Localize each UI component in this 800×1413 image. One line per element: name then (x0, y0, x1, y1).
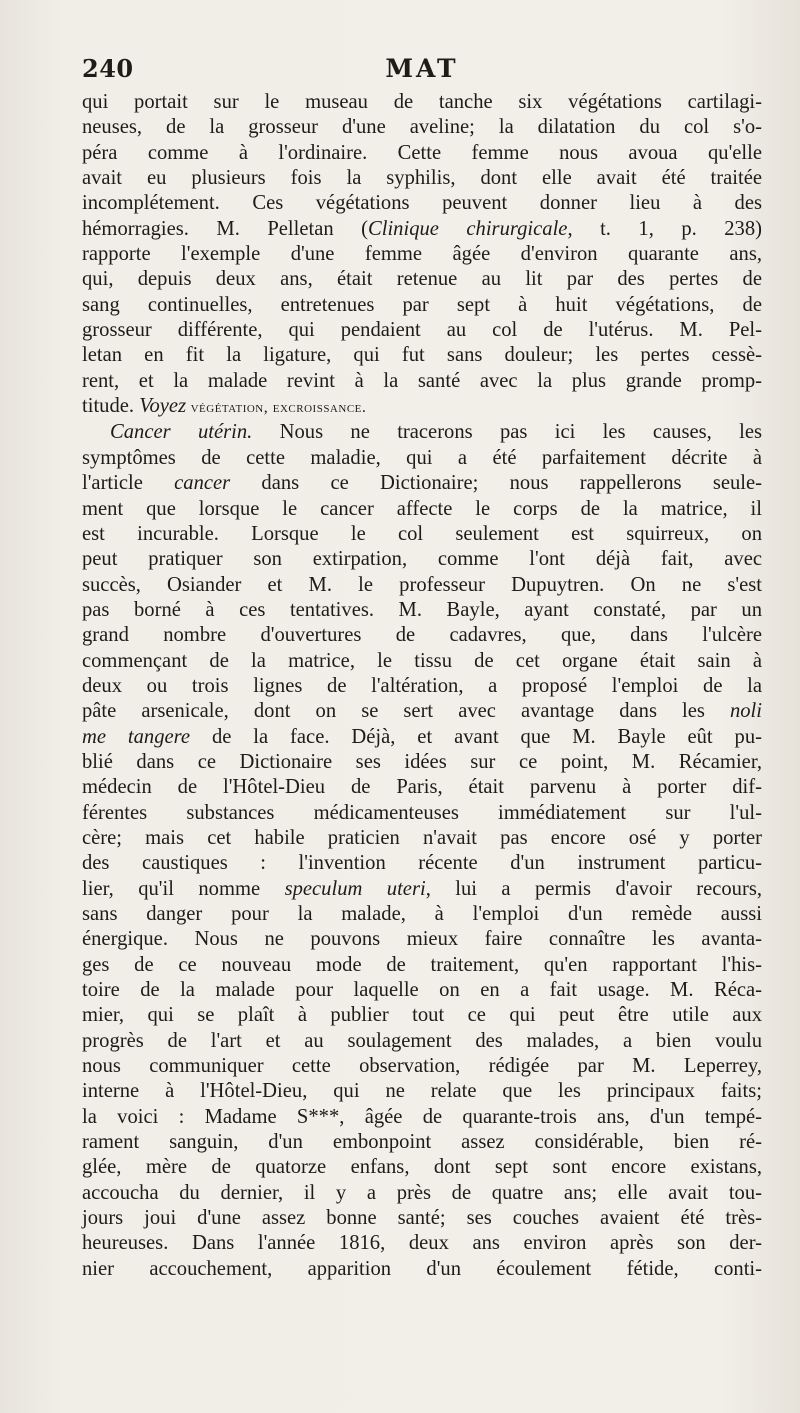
text-line: médecin de l'Hôtel-Dieu de Paris, était parvenu à porter dif- (82, 776, 762, 799)
text-line (82, 217, 762, 242)
text-line: est incurable. Lorsque le col seulement est squirreux, on (82, 522, 762, 545)
text-line (82, 471, 762, 496)
text-segment: l'article (82, 472, 175, 495)
page-number: 240 (82, 54, 134, 83)
text-line: incomplétement. Ces végétations peuvent donner lieu à des (82, 192, 762, 215)
text-line: neuses, de la grosseur d'une aveline; la dilatation du col s'o- (82, 116, 762, 139)
text-line: pas borné à ces tentatives. M. Bayle, ayant constaté, par un (82, 598, 762, 621)
latin-term: noli (729, 700, 762, 723)
text-line: mier, qui se plaît à publier tout ce qui peut être utile aux (82, 1004, 762, 1027)
text-line: rament sanguin, d'un embonpoint assez considérable, bien ré- (82, 1131, 762, 1154)
text-segment: Nous ne tracerons pas ici les causes, les (252, 421, 762, 444)
text-line: ges de ce nouveau mode de traitement, qu'en rapportant l'his- (82, 953, 762, 976)
text-segment: lier, qu'il nomme (82, 877, 285, 900)
text-line: rent, et la malade revint à la santé avec la plus grande promp- (82, 369, 762, 392)
text-segment: de la face. Déjà, et avant que M. Bayle eût pu- (190, 725, 762, 748)
text-line: accoucha du dernier, il y a près de quatre ans; elle avait tou- (82, 1181, 762, 1204)
text-line: heureuses. Dans l'année 1816, deux ans environ après son der- (82, 1232, 762, 1255)
text-line: qui, depuis deux ans, était retenue au lit par des pertes de (82, 268, 762, 291)
text-line: ment que lorsque le cancer affecte le corps de la matrice, il (82, 497, 762, 520)
text-segment: pâte arsenicale, dont on se sert avec avantage dans les (82, 700, 730, 723)
text-line: sang continuelles, entretenues par sept à huit végétations, de (82, 293, 762, 316)
citation-title: Clinique chirurgicale (368, 217, 568, 240)
text-line: letan en fit la ligature, qui fut sans douleur; les pertes cessè- (82, 344, 762, 367)
text-line: péra comme à l'ordinaire. Cette femme nous avoua qu'elle (82, 141, 762, 164)
text-line (82, 394, 762, 420)
text-line: blié dans ce Dictionaire ses idées sur ce point, M. Récamier, (82, 750, 762, 773)
text-line: nous communiquer cette observation, rédigée par M. Leperrey, (82, 1055, 762, 1078)
text-line: rapporte l'exemple d'une femme âgée d'environ quarante ans, (82, 243, 762, 266)
text-segment: , lui a permis d'avoir recours, (425, 877, 762, 900)
instrument-name: speculum uteri (284, 877, 426, 900)
text-line: la voici : Madame S***, âgée de quarante-trois ans, d'un tempé- (82, 1105, 762, 1128)
cross-reference-label: Voyez (139, 395, 187, 418)
text-line: grand nombre d'ouvertures de cadavres, que, dans l'ulcère (82, 624, 762, 647)
text-line: peut pratiquer son extirpation, comme l'ont déjà fait, avec (82, 548, 762, 571)
text-line: nier accouchement, apparition d'un écoulement fétide, conti- (82, 1257, 762, 1280)
text-line (82, 877, 762, 902)
article-reference: cancer (174, 472, 231, 495)
text-line: qui portait sur le museau de tanche six végétations cartilagi- (82, 91, 762, 113)
running-head (82, 54, 762, 88)
text-line: symptômes de cette maladie, qui a été parfaitement décrite à (82, 446, 762, 469)
text-line: cère; mais cet habile praticien n'avait pas encore osé y porter (82, 826, 762, 849)
latin-term: me tangere (82, 725, 191, 748)
text-line (82, 725, 762, 750)
text-line: jours joui d'une assez bonne santé; ses couches avaient été très- (82, 1207, 762, 1230)
text-segment: , t. 1, p. 238) (567, 217, 762, 240)
text-line: progrès de l'art et au soulagement des malades, a bien voulu (82, 1029, 762, 1052)
body-text (82, 90, 762, 1282)
text-line: sans danger pour la malade, à l'emploi d'un remède aussi (82, 903, 762, 925)
text-segment: hémorragies. M. Pelletan ( (82, 217, 368, 240)
text-line: commençant de la matrice, le tissu de cet organe était sain à (82, 649, 762, 672)
text-line (82, 699, 762, 724)
section-title: MAT (385, 54, 459, 83)
text-segment: dans ce Dictionaire; nous rappellerons seule- (230, 472, 762, 495)
entry-heading: Cancer utérin. (110, 421, 253, 444)
text-line: glée, mère de quatorze enfans, dont sept sont encore existans, (82, 1156, 762, 1179)
text-line: interne à l'Hôtel-Dieu, qui ne relate que les principaux faits; (82, 1080, 762, 1103)
text-line: deux ou trois lignes de l'altération, a proposé l'emploi de la (82, 674, 762, 697)
text-line (82, 420, 762, 445)
cross-reference-terms: végétation, excroissance. (186, 399, 367, 417)
text-line: toire de la malade pour laquelle on en a fait usage. M. Réca- (82, 979, 762, 1002)
text-segment: titude. (82, 395, 140, 418)
text-line: succès, Osiander et M. le professeur Dupuytren. On ne s'est (82, 573, 762, 596)
text-line: férentes substances médicamenteuses immédiatement sur l'ul- (82, 801, 762, 824)
text-line: des caustiques : l'invention récente d'un instrument particu- (82, 852, 762, 875)
text-line: énergique. Nous ne pouvons mieux faire connaître les avanta- (82, 928, 762, 951)
text-line: grosseur différente, qui pendaient au col de l'utérus. M. Pel- (82, 319, 762, 342)
text-line: avait eu plusieurs fois la syphilis, dont elle avait été traitée (82, 167, 762, 190)
